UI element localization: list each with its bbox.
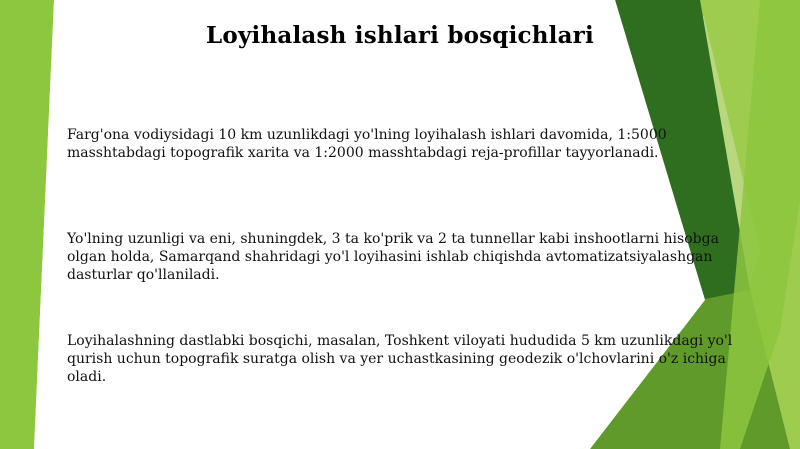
paragraph-1: Farg'ona vodiysidagi 10 km uzunlikdagi yo'lning loyihalash ishlari davomida, 1:5000 masshtabdagi topografik xarita va 1:2000 masshtabdagi reja-profillar tayyorlanadi.	[67, 127, 667, 161]
paragraph-3: Loyihalashning dastlabki bosqichi, masalan, Toshkent viloyati hududida 5 km uzunlikdagi yo'l qurish uchun topografik suratga olish va yer uchastkasining geodezik o'lchovlarini o'z ichiga oladi.	[67, 333, 733, 385]
paragraph-2: Yo'lning uzunligi va eni, shuningdek, 3 ta ko'prik va 2 ta tunnellar kabi inshootlarni hisobga olgan holda, Samarqand shahridagi yo'l loyihasini ishlab chiqishda avtomatizatsiyalashgan dasturlar qo'llaniladi.	[67, 231, 719, 283]
slide-title: Loyihalash ishlari bosqichlari	[206, 22, 594, 49]
